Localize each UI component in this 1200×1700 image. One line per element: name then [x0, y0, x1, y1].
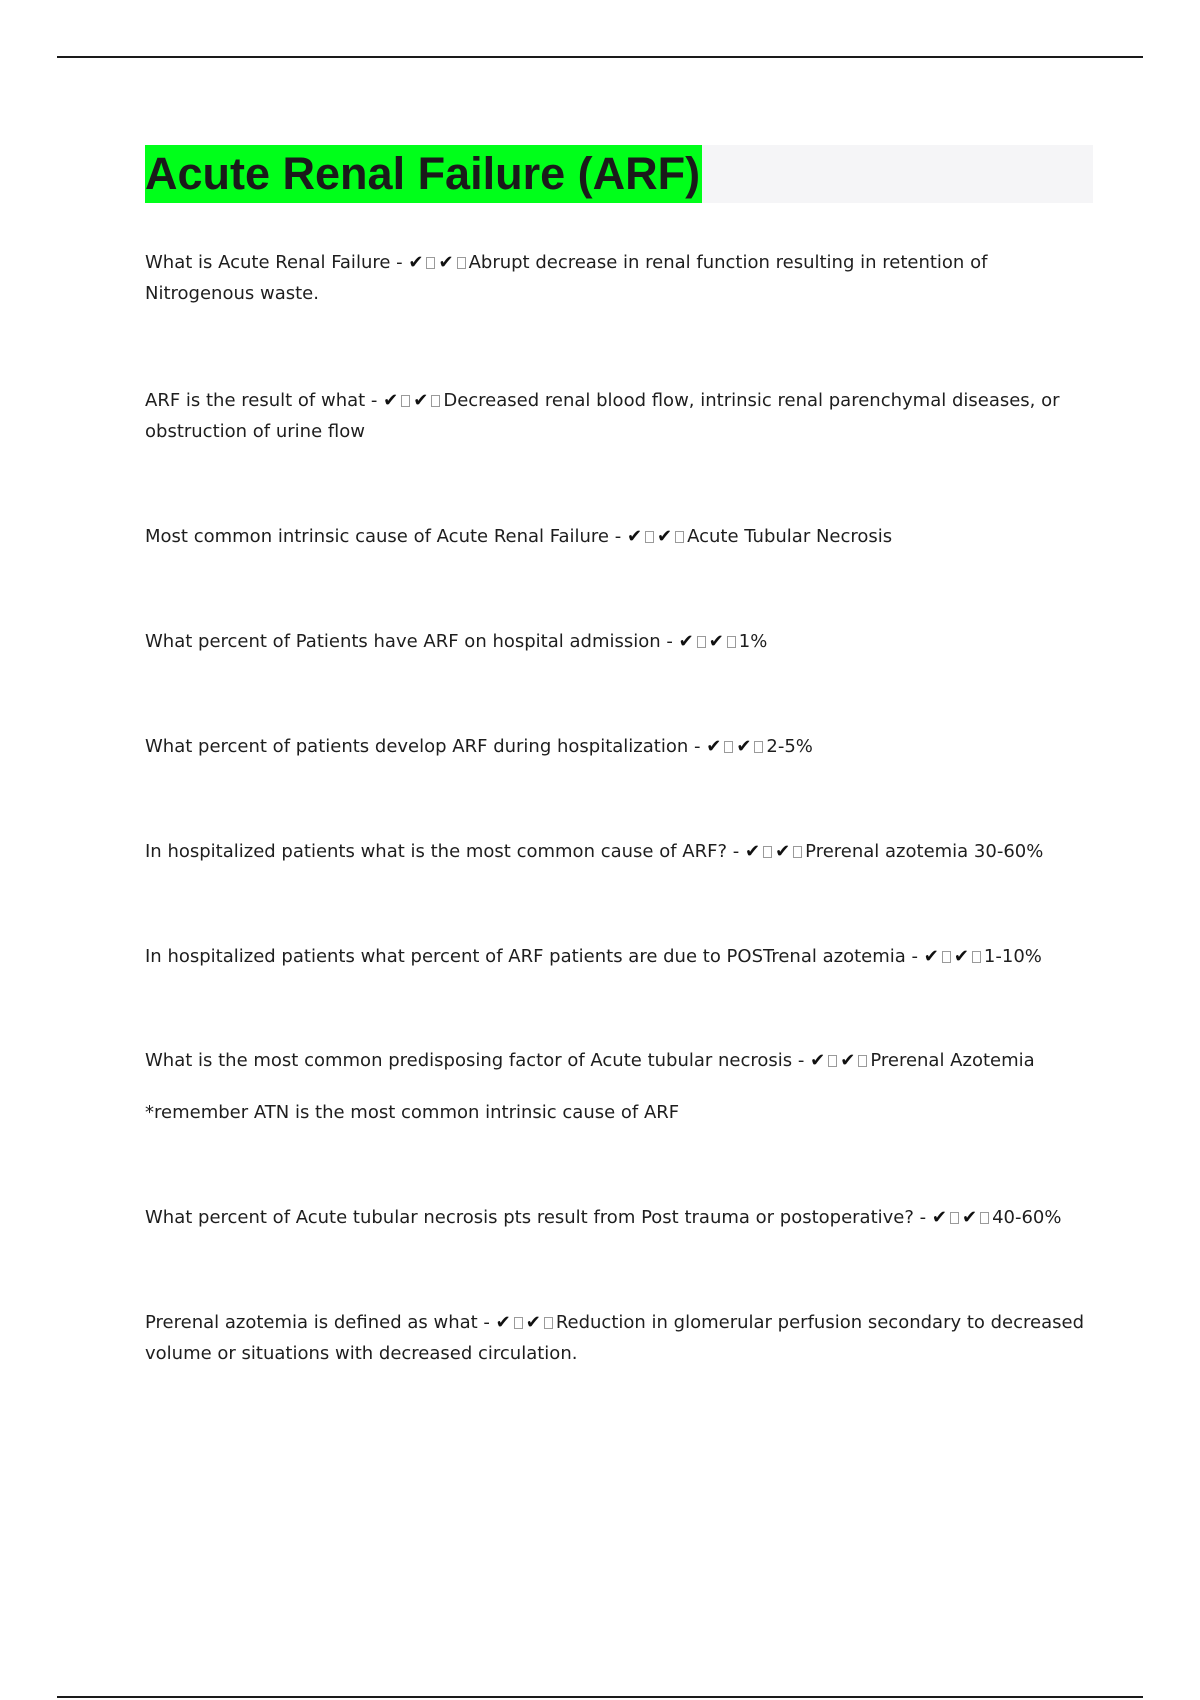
question-text: ARF is the result of what	[145, 390, 366, 411]
question-text: Prerenal azotemia is defined as what	[145, 1312, 478, 1333]
checkmark-icon: ✔	[413, 390, 429, 411]
answer-text: Abrupt decrease in renal function resulting in retention of Nitrogenous waste.	[145, 252, 988, 304]
qa-item	[145, 1307, 1095, 1369]
separator: -	[365, 390, 384, 411]
separator: -	[727, 841, 745, 862]
checkmark-icon: ✔	[525, 1312, 541, 1333]
missing-glyph-box-icon	[645, 531, 654, 543]
checkmark-icon: ✔	[438, 252, 454, 273]
missing-glyph-box-icon	[727, 636, 736, 648]
answer-text: Decreased renal blood flow, intrinsic renal parenchymal diseases, or obstruction of urine flow	[145, 390, 1060, 442]
qa-item	[145, 1202, 1095, 1233]
checkmark-icon: ✔	[775, 841, 791, 862]
qa-item	[145, 626, 1095, 657]
separator: -	[390, 252, 409, 273]
footer-rule	[57, 1696, 1143, 1698]
checkmark-icon: ✔	[744, 841, 761, 862]
separator: -	[477, 1312, 496, 1333]
checkmark-icon: ✔	[923, 946, 939, 967]
page-title: Acute Renal Failure (ARF)	[145, 145, 702, 203]
missing-glyph-box-icon	[401, 395, 410, 407]
qa-item	[145, 247, 1095, 309]
answer-text: 1-10%	[983, 946, 1042, 967]
checkmark-icon: ✔	[678, 631, 694, 652]
missing-glyph-box-icon	[972, 951, 981, 963]
checkmark-icon: ✔	[626, 526, 643, 547]
missing-glyph-box-icon	[793, 846, 802, 858]
qa-item	[145, 1045, 1095, 1076]
missing-glyph-box-icon	[675, 531, 684, 543]
question-text: What is the most common predisposing factor of Acute tubular necrosis	[145, 1050, 793, 1071]
checkmark-icon: ✔	[706, 736, 722, 757]
question-text: What percent of Patients have ARF on hospital admission	[145, 631, 661, 652]
answer-text: Reduction in glomerular perfusion secondary to decreased volume or situations with decreased circulation.	[145, 1312, 1085, 1364]
header-rule	[57, 56, 1143, 58]
checkmark-icon: ✔	[840, 1050, 856, 1071]
missing-glyph-box-icon	[763, 846, 772, 858]
answer-text: 2-5%	[766, 736, 813, 757]
checkmark-icon: ✔	[383, 390, 399, 411]
missing-glyph-box-icon	[754, 741, 763, 753]
missing-glyph-box-icon	[724, 741, 733, 753]
missing-glyph-box-icon	[950, 1212, 959, 1224]
qa-item	[145, 521, 1095, 552]
checkmark-icon: ✔	[736, 736, 752, 757]
missing-glyph-box-icon	[858, 1055, 867, 1067]
qa-item	[145, 941, 1095, 972]
missing-glyph-box-icon	[828, 1055, 837, 1067]
missing-glyph-box-icon	[697, 636, 706, 648]
answer-text: 40-60%	[992, 1207, 1062, 1228]
missing-glyph-box-icon	[544, 1317, 553, 1329]
checkmark-icon: ✔	[953, 946, 969, 967]
question-text: What percent of patients develop ARF during hospitalization	[145, 736, 689, 757]
separator: -	[792, 1050, 811, 1071]
qa-item	[145, 836, 1095, 867]
separator: -	[608, 526, 627, 547]
checkmark-icon: ✔	[657, 526, 673, 547]
missing-glyph-box-icon	[426, 257, 435, 269]
answer-text: 1%	[738, 631, 768, 652]
answer-text: Prerenal Azotemia	[870, 1050, 1035, 1071]
qa-item	[145, 731, 1095, 762]
question-text: In hospitalized patients what percent of ARF patients are due to POSTrenal azotemia	[145, 946, 906, 967]
question-text: What percent of Acute tubular necrosis pts result from Post trauma or postoperative?	[145, 1207, 914, 1228]
note-text: *remember ATN is the most common intrinsic cause of ARF	[145, 1102, 680, 1123]
missing-glyph-box-icon	[942, 951, 951, 963]
checkmark-icon: ✔	[708, 631, 724, 652]
question-text: What is Acute Renal Failure	[145, 252, 391, 273]
question-text: Most common intrinsic cause of Acute Renal Failure	[145, 526, 609, 547]
separator: -	[905, 946, 924, 967]
separator: -	[688, 736, 707, 757]
question-text: In hospitalized patients what is the most common cause of ARF?	[145, 841, 728, 862]
checkmark-icon: ✔	[810, 1050, 826, 1071]
checkmark-icon: ✔	[961, 1207, 978, 1228]
answer-text: Acute Tubular Necrosis	[687, 526, 893, 547]
checkmark-icon: ✔	[408, 252, 424, 273]
qa-item	[145, 385, 1095, 447]
missing-glyph-box-icon	[431, 395, 440, 407]
checkmark-icon: ✔	[931, 1207, 947, 1228]
answer-text: Prerenal azotemia 30-60%	[805, 841, 1044, 862]
missing-glyph-box-icon	[980, 1212, 989, 1224]
missing-glyph-box-icon	[457, 257, 466, 269]
separator: -	[913, 1207, 932, 1228]
missing-glyph-box-icon	[514, 1317, 523, 1329]
checkmark-icon: ✔	[495, 1312, 511, 1333]
separator: -	[660, 631, 679, 652]
